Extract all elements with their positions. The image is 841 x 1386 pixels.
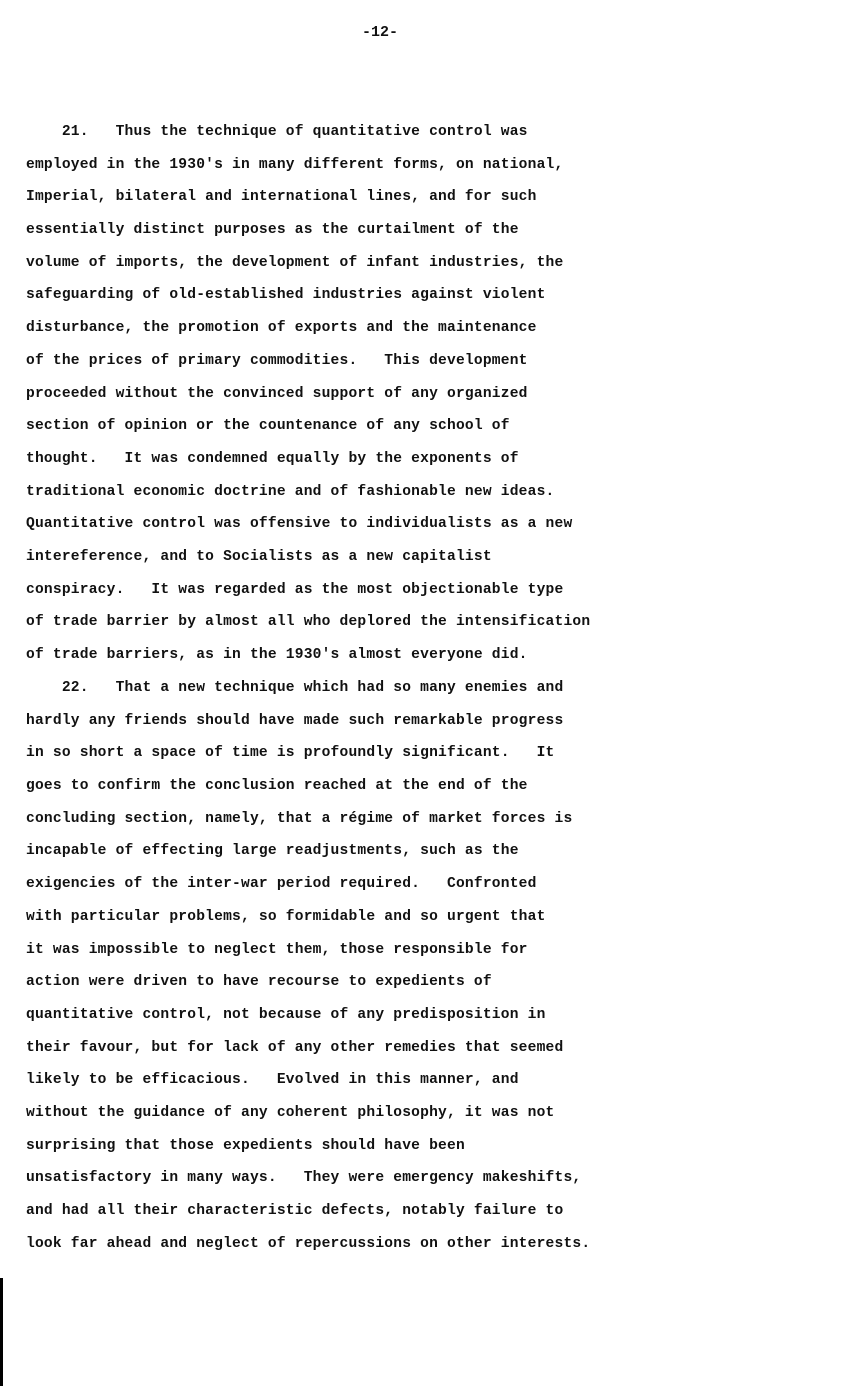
text-line: volume of imports, the development of infant industries, the	[26, 254, 564, 271]
paragraph-22	[26, 678, 826, 1266]
text-line: 22. That a new technique which had so many enemies and	[26, 680, 564, 696]
text-line: disturbance, the promotion of exports and the maintenance	[26, 320, 537, 337]
text-line: of trade barriers, as in the 1930's almost everyone did.	[26, 647, 528, 663]
text-line: with particular problems, so formidable and so urgent that	[26, 908, 546, 925]
page-number: -12-	[361, 24, 398, 41]
text-line: thought. It was condemned equally by the exponents of	[26, 450, 519, 467]
text-line: 21. Thus the technique of quantitative control was	[26, 124, 528, 140]
text-line: goes to confirm the conclusion reached at the end of the	[26, 778, 528, 795]
text-line: proceeded without the convinced support of any organized	[26, 385, 528, 402]
text-line: intereference, and to Socialists as a new capitalist	[26, 548, 492, 565]
text-line: in so short a space of time is profoundly significant. It	[26, 745, 555, 762]
text-line: incapable of effecting large readjustments, such as the	[26, 843, 519, 860]
text-line: Quantitative control was offensive to individualists as a new	[26, 516, 573, 533]
text-line: of the prices of primary commodities. This development	[26, 352, 528, 369]
margin-rule	[0, 1278, 3, 1386]
text-line: conspiracy. It was regarded as the most objectionable type	[26, 581, 564, 598]
text-line: concluding section, namely, that a régime of market forces is	[26, 810, 573, 827]
text-line: safeguarding of old-established industries against violent	[26, 287, 546, 304]
text-line: their favour, but for lack of any other remedies that seemed	[26, 1039, 564, 1056]
text-line: it was impossible to neglect them, those responsible for	[26, 941, 528, 958]
text-line: traditional economic doctrine and of fashionable new ideas.	[26, 483, 555, 500]
text-line: Imperial, bilateral and international lines, and for such	[26, 189, 537, 206]
text-line: unsatisfactory in many ways. They were emergency makeshifts,	[26, 1170, 582, 1187]
text-line: of trade barrier by almost all who deplored the intensification	[26, 614, 591, 631]
text-line: hardly any friends should have made such remarkable progress	[26, 712, 564, 729]
text-line: look far ahead and neglect of repercussions on other interests.	[26, 1235, 591, 1252]
text-line: without the guidance of any coherent philosophy, it was not	[26, 1104, 555, 1121]
paragraph-21	[26, 122, 826, 678]
text-line: essentially distinct purposes as the curtailment of the	[26, 222, 519, 239]
text-line: surprising that those expedients should have been	[26, 1137, 465, 1154]
text-line: and had all their characteristic defects, notably failure to	[26, 1203, 564, 1219]
text-line: employed in the 1930's in many different forms, on national,	[26, 156, 564, 173]
text-line: action were driven to have recourse to expedients of	[26, 974, 492, 991]
text-line: quantitative control, not because of any predisposition in	[26, 1006, 546, 1023]
text-line: likely to be efficacious. Evolved in this manner, and	[26, 1072, 519, 1089]
text-line: exigencies of the inter-war period required. Confronted	[26, 876, 537, 893]
text-line: section of opinion or the countenance of any school of	[26, 418, 510, 435]
